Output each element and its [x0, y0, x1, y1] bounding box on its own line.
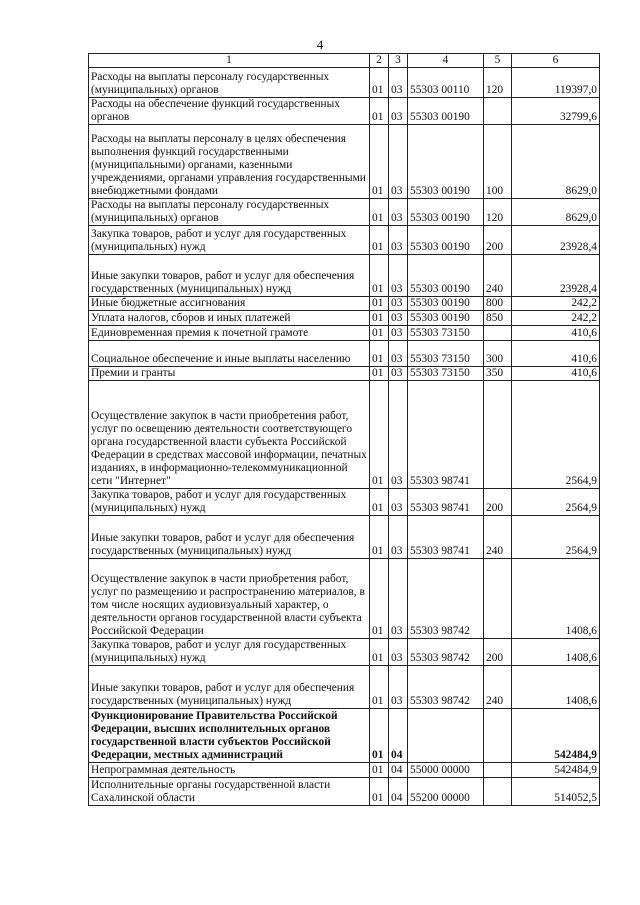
- subsection-code: 04: [389, 709, 408, 763]
- expense-type-code: 850: [484, 311, 512, 326]
- target-article-code: 55303 00190: [408, 125, 484, 199]
- expense-type-code: 240: [484, 666, 512, 709]
- amount-value: 242,2: [512, 297, 600, 311]
- subsection-code: 04: [389, 763, 408, 778]
- table-row: [89, 226, 600, 255]
- section-code: 01: [370, 125, 389, 199]
- section-code: 01: [370, 326, 389, 341]
- section-code: 01: [370, 489, 389, 516]
- row-name: Расходы на выплаты персоналу государственных (муниципальных) органов: [89, 199, 370, 226]
- section-code: 01: [370, 639, 389, 666]
- amount-value: 542484,9: [512, 709, 600, 763]
- subsection-code: 03: [389, 639, 408, 666]
- subsection-code: 03: [389, 199, 408, 226]
- target-article-code: 55303 00110: [408, 68, 484, 98]
- row-name: Расходы на обеспечение функций государственных органов: [89, 98, 370, 125]
- section-code: 01: [370, 226, 389, 255]
- column-header: 6: [512, 54, 600, 68]
- expense-type-code: [484, 98, 512, 125]
- row-name: Осуществление закупок в части приобретения работ, услуг по размещению и распространению материалов, в том числе носящих аудиовизуальный характер, о деятельности органов государственной власти субъекта Российской Федерации: [89, 559, 370, 639]
- section-code: 01: [370, 255, 389, 297]
- table-row: [89, 778, 600, 806]
- table-header-row: [89, 54, 600, 68]
- section-code: 01: [370, 709, 389, 763]
- amount-value: 542484,9: [512, 763, 600, 778]
- table-row: [89, 367, 600, 381]
- section-code: 01: [370, 367, 389, 381]
- table-row: [89, 763, 600, 778]
- subsection-code: 03: [389, 326, 408, 341]
- target-article-code: 55303 98742: [408, 559, 484, 639]
- section-code: 01: [370, 297, 389, 311]
- table-row: [89, 639, 600, 666]
- row-name: Иные закупки товаров, работ и услуг для обеспечения государственных (муниципальных) нужд: [89, 255, 370, 297]
- row-name: Иные закупки товаров, работ и услуг для обеспечения государственных (муниципальных) нужд: [89, 516, 370, 559]
- table-row: [89, 666, 600, 709]
- amount-value: 410,6: [512, 341, 600, 367]
- row-name: Функционирование Правительства Российской Федерации, высших исполнительных органов государственной власти субъектов Российской Федерации, местных администраций: [89, 709, 370, 763]
- section-code: 01: [370, 68, 389, 98]
- amount-value: 2564,9: [512, 489, 600, 516]
- table-row: [89, 68, 600, 98]
- target-article-code: 55303 00190: [408, 297, 484, 311]
- subsection-code: 03: [389, 367, 408, 381]
- section-code: 01: [370, 778, 389, 806]
- section-code: 01: [370, 381, 389, 489]
- section-code: 01: [370, 311, 389, 326]
- row-name: Социальное обеспечение и иные выплаты населению: [89, 341, 370, 367]
- budget-table: [88, 53, 600, 806]
- expense-type-code: 200: [484, 639, 512, 666]
- amount-value: 2564,9: [512, 381, 600, 489]
- target-article-code: 55200 00000: [408, 778, 484, 806]
- table-row: [89, 381, 600, 489]
- amount-value: 23928,4: [512, 226, 600, 255]
- row-name: Закупка товаров, работ и услуг для государственных (муниципальных) нужд: [89, 226, 370, 255]
- table-row: [89, 516, 600, 559]
- table-row: [89, 559, 600, 639]
- row-name: Осуществление закупок в части приобретения работ, услуг по освещению деятельности соответствующего органа государственной власти субъекта Российской Федерации в средствах массовой информации, печатных изданиях, в информационно-телекоммуникационной сети "Интернет": [89, 381, 370, 489]
- subsection-code: 03: [389, 255, 408, 297]
- section-code: 01: [370, 199, 389, 226]
- expense-type-code: 800: [484, 297, 512, 311]
- amount-value: 2564,9: [512, 516, 600, 559]
- expense-type-code: 120: [484, 68, 512, 98]
- target-article-code: 55303 73150: [408, 367, 484, 381]
- target-article-code: 55303 98742: [408, 666, 484, 709]
- subsection-code: 03: [389, 489, 408, 516]
- table-row: [89, 98, 600, 125]
- column-header: 5: [484, 54, 512, 68]
- subsection-code: 03: [389, 559, 408, 639]
- target-article-code: 55303 00190: [408, 311, 484, 326]
- table-row: [89, 311, 600, 326]
- expense-type-code: 200: [484, 226, 512, 255]
- target-article-code: 55000 00000: [408, 763, 484, 778]
- row-name: Расходы на выплаты персоналу государственных (муниципальных) органов: [89, 68, 370, 98]
- subsection-code: 03: [389, 68, 408, 98]
- subsection-code: 03: [389, 226, 408, 255]
- expense-type-code: 240: [484, 255, 512, 297]
- amount-value: 514052,5: [512, 778, 600, 806]
- target-article-code: 55303 00190: [408, 226, 484, 255]
- subsection-code: 03: [389, 311, 408, 326]
- section-code: 01: [370, 341, 389, 367]
- table-row: [89, 326, 600, 341]
- section-code: 01: [370, 763, 389, 778]
- table-row: [89, 341, 600, 367]
- amount-value: 1408,6: [512, 666, 600, 709]
- row-name: Уплата налогов, сборов и иных платежей: [89, 311, 370, 326]
- row-name: Иные бюджетные ассигнования: [89, 297, 370, 311]
- table-row: [89, 255, 600, 297]
- amount-value: 119397,0: [512, 68, 600, 98]
- row-name: Иные закупки товаров, работ и услуг для обеспечения государственных (муниципальных) нужд: [89, 666, 370, 709]
- section-code: 01: [370, 98, 389, 125]
- target-article-code: [408, 709, 484, 763]
- amount-value: 1408,6: [512, 559, 600, 639]
- section-code: 01: [370, 516, 389, 559]
- table-row: [89, 489, 600, 516]
- expense-type-code: 300: [484, 341, 512, 367]
- expense-type-code: 100: [484, 125, 512, 199]
- column-header: 1: [89, 54, 370, 68]
- row-name: Закупка товаров, работ и услуг для государственных (муниципальных) нужд: [89, 639, 370, 666]
- expense-type-code: [484, 763, 512, 778]
- amount-value: 242,2: [512, 311, 600, 326]
- amount-value: 1408,6: [512, 639, 600, 666]
- amount-value: 32799,6: [512, 98, 600, 125]
- subsection-code: 03: [389, 297, 408, 311]
- row-name: Расходы на выплаты персоналу в целях обеспечения выполнения функций государственными (муниципальными) органами, казенными учреждениями, органами управления государственными внебюджетными фондами: [89, 125, 370, 199]
- amount-value: 410,6: [512, 367, 600, 381]
- row-name: Исполнительные органы государственной власти Сахалинской области: [89, 778, 370, 806]
- column-header: 2: [370, 54, 389, 68]
- column-header: 4: [408, 54, 484, 68]
- target-article-code: 55303 73150: [408, 341, 484, 367]
- amount-value: 8629,0: [512, 199, 600, 226]
- amount-value: 23928,4: [512, 255, 600, 297]
- table-row: [89, 297, 600, 311]
- row-name: Закупка товаров, работ и услуг для государственных (муниципальных) нужд: [89, 489, 370, 516]
- target-article-code: 55303 98742: [408, 639, 484, 666]
- expense-type-code: [484, 709, 512, 763]
- subsection-code: 03: [389, 516, 408, 559]
- page-number: 4: [316, 37, 324, 52]
- row-name: Непрограммная деятельность: [89, 763, 370, 778]
- target-article-code: 55303 98741: [408, 381, 484, 489]
- section-code: 01: [370, 666, 389, 709]
- target-article-code: 55303 73150: [408, 326, 484, 341]
- expense-type-code: [484, 326, 512, 341]
- amount-value: 8629,0: [512, 125, 600, 199]
- target-article-code: 55303 00190: [408, 98, 484, 125]
- table-body: [89, 68, 600, 806]
- subsection-code: 03: [389, 666, 408, 709]
- subsection-code: 04: [389, 778, 408, 806]
- section-code: 01: [370, 559, 389, 639]
- expense-type-code: 200: [484, 489, 512, 516]
- expense-type-code: 120: [484, 199, 512, 226]
- target-article-code: 55303 98741: [408, 516, 484, 559]
- row-name: Премии и гранты: [89, 367, 370, 381]
- table-row: [89, 709, 600, 763]
- expense-type-code: [484, 559, 512, 639]
- target-article-code: 55303 00190: [408, 255, 484, 297]
- expense-type-code: 350: [484, 367, 512, 381]
- row-name: Единовременная премия к почетной грамоте: [89, 326, 370, 341]
- expense-type-code: [484, 778, 512, 806]
- subsection-code: 03: [389, 381, 408, 489]
- subsection-code: 03: [389, 341, 408, 367]
- table-row: [89, 125, 600, 199]
- column-header: 3: [389, 54, 408, 68]
- expense-type-code: 240: [484, 516, 512, 559]
- target-article-code: 55303 98741: [408, 489, 484, 516]
- table-row: [89, 199, 600, 226]
- expense-type-code: [484, 381, 512, 489]
- amount-value: 410,6: [512, 326, 600, 341]
- target-article-code: 55303 00190: [408, 199, 484, 226]
- subsection-code: 03: [389, 125, 408, 199]
- subsection-code: 03: [389, 98, 408, 125]
